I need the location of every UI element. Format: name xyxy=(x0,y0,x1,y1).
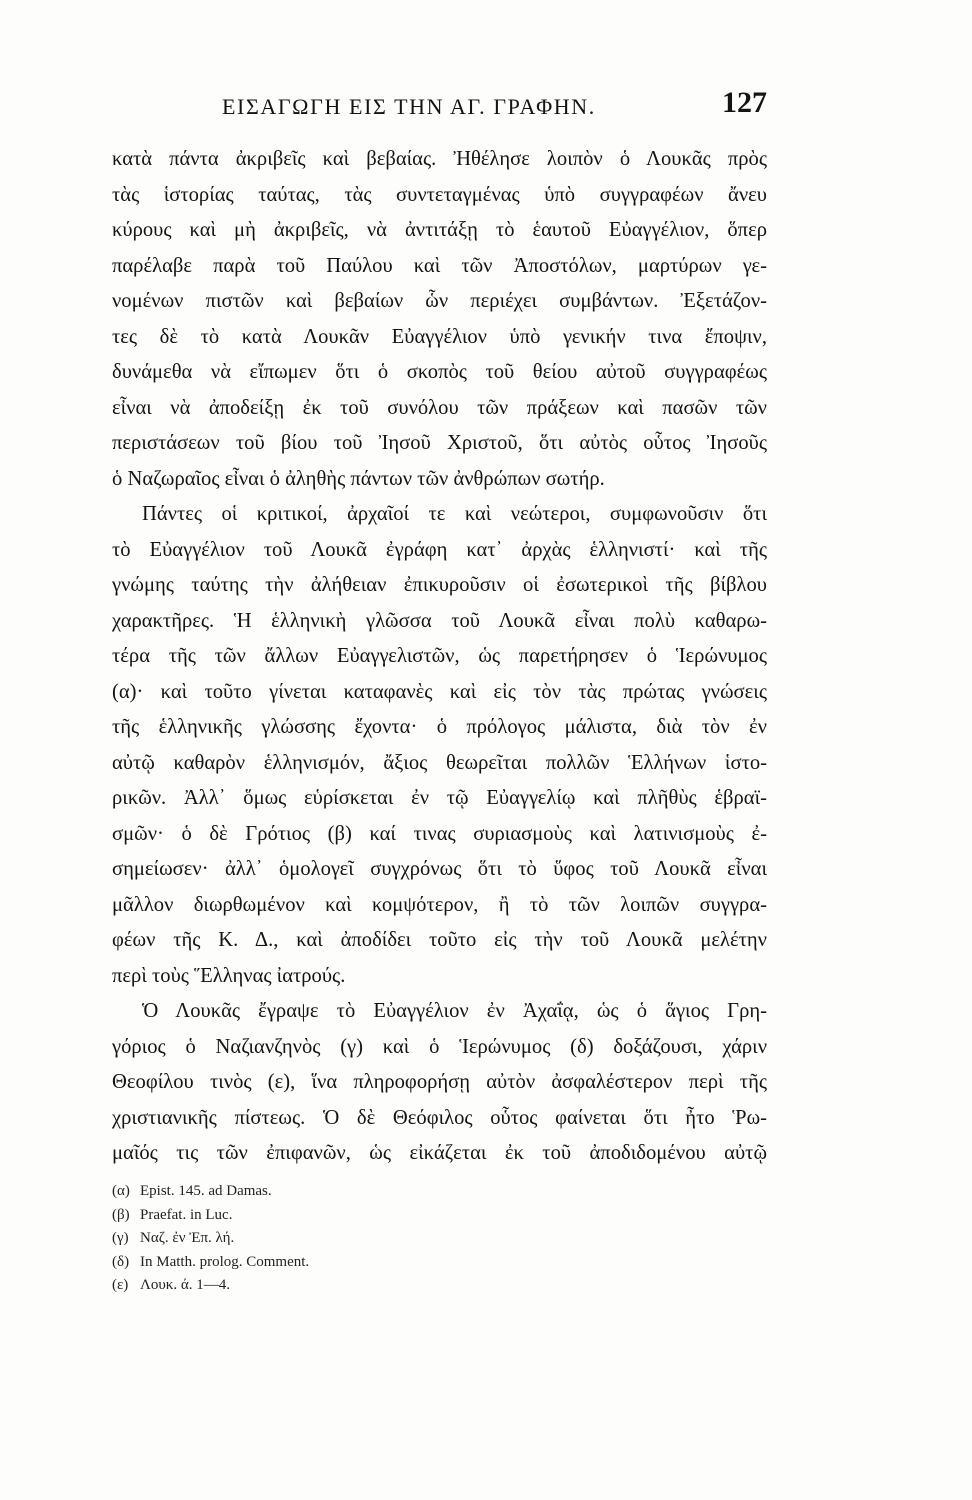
text-line: αὐτῷ καθαρὸν ἑλληνισμόν, ἄξιος θεωρεῖται πολλῶν Ἑλλήνων ἱστο- xyxy=(112,751,767,774)
text-line: χαρακτῆρες. Ἡ ἑλληνικὴ γλῶσσα τοῦ Λουκᾶ εἶναι πολὺ καθαρω- xyxy=(112,609,767,632)
running-header xyxy=(222,86,767,132)
paragraph-start-line: Πάντες οἱ κριτικοί, ἀρχαῖοί τε καὶ νεώτεροι, συμφωνοῦσιν ὅτι xyxy=(142,503,767,525)
text-line: γόριος ὁ Ναζιανζηνὸς (γ) καὶ ὁ Ἱερώνυμος (δ) δοξάζουσι, χάριν xyxy=(112,1035,767,1058)
footnote-text: Epist. 145. ad Damas. xyxy=(140,1183,272,1199)
footnote xyxy=(112,1180,532,1204)
text-line: τέρα τῆς τῶν ἄλλων Εὐαγγελιστῶν, ὡς παρετήρησεν ὁ Ἱερώνυμος xyxy=(112,645,767,667)
text-line: τῆς ἑλληνικῆς γλώσσης ἔχοντα· ὁ πρόλογος μάλιστα, διὰ τὸν ἐν xyxy=(112,716,767,738)
text-line: νομένων πιστῶν καὶ βεβαίων ὧν περιέχει συμβάντων. Ἐξετάζον- xyxy=(112,290,767,312)
text-line: περιστάσεων τοῦ βίου τοῦ Ἰησοῦ Χριστοῦ, ὅτι αὐτὸς οὗτος Ἰησοῦς xyxy=(112,432,767,454)
paragraph-end-line: ὁ Ναζωραῖος εἶναι ὁ ἀληθὴς πάντων τῶν ἀνθρώπων σωτήρ. xyxy=(112,467,605,490)
text-line: κύρους καὶ μὴ ἀκριβεῖς, νὰ ἀντιτάξῃ τὸ ἑαυτοῦ Εὐαγγέλιον, ὅπερ xyxy=(112,219,767,241)
text-line: ρικῶν. Ἀλλ᾽ ὅμως εὑρίσκεται ἐν τῷ Εὐαγγελίῳ καὶ πλῆθὺς ἑβραϊ- xyxy=(112,787,767,809)
text-line: κατὰ πάντα ἀκριβεῖς καὶ βεβαίας. Ἠθέλησε λοιπὸν ὁ Λουκᾶς πρὸς xyxy=(112,148,767,170)
text-line: μαῖός τις τῶν ἐπιφανῶν, ὡς εἰκάζεται ἐκ τοῦ ἀποδιδομένου αὐτῷ xyxy=(112,1142,767,1164)
footnote xyxy=(112,1251,532,1275)
text-line: (α)· καὶ τοῦτο γίνεται καταφανὲς καὶ εἰς τὸν τὰς πρώτας γνώσεις xyxy=(112,680,767,703)
text-line: εἶναι νὰ ἀποδείξῃ ἐκ τοῦ συνόλου τῶν πράξεων καὶ πασῶν τῶν xyxy=(112,396,767,419)
body-text xyxy=(112,142,767,1172)
footnote-text: Λουκ. ά. 1—4. xyxy=(140,1277,230,1293)
text-line: τὸ Εὐαγγέλιον τοῦ Λουκᾶ ἐγράφη κατ᾽ ἀρχὰς ἑλληνιστί· καὶ τῆς xyxy=(112,538,767,561)
footnote-mark: (ε) xyxy=(112,1277,129,1293)
footnote-mark: (δ) xyxy=(112,1253,130,1270)
text-line: φέων τῆς Κ. Δ., καὶ ἀποδίδει τοῦτο εἰς τὴν τοῦ Λουκᾶ μελέτην xyxy=(112,929,767,951)
text-line: μᾶλλον διωρθωμένον καὶ κομψότερον, ἢ τὸ τῶν λοιπῶν συγγρα- xyxy=(112,893,767,916)
footnote-mark: (α) xyxy=(112,1183,130,1199)
page-number: 127 xyxy=(722,86,767,119)
text-line: γνώμης ταύτης τὴν ἀλήθειαν ἐπικυροῦσιν οἱ ἐσωτερικοὶ τῆς βίβλου xyxy=(112,574,767,596)
footnote-text: Praefat. in Luc. xyxy=(140,1206,233,1223)
text-line: τὰς ἱστορίας ταύτας, τὰς συντεταγμένας ὑπὸ συγγραφέων ἄνευ xyxy=(112,183,767,206)
footnote xyxy=(112,1227,532,1251)
text-line: χριστιανικῆς πίστεως. Ὁ δὲ Θεόφιλος οὗτος φαίνεται ὅτι ἦτο Ῥω- xyxy=(112,1106,767,1129)
footnote-mark: (β) xyxy=(112,1206,130,1223)
paragraph-end-line: περὶ τοὺς Ἕλληνας ἰατρούς. xyxy=(112,964,346,987)
paragraph-start-line: Ὁ Λουκᾶς ἔγραψε τὸ Εὐαγγέλιον ἐν Ἀχαΐᾳ, ὡς ὁ ἅγιος Γρη- xyxy=(142,1000,767,1022)
running-title: ΕΙΣΑΓΩΓΗ ΕΙΣ ΤΗΝ ΑΓ. ΓΡΑΦΗΝ. xyxy=(222,94,596,119)
footnote-mark: (γ) xyxy=(112,1230,129,1246)
text-line: σημείωσεν· ἀλλ᾽ ὁμολογεῖ συγχρόνως ὅτι τὸ ὕφος τοῦ Λουκᾶ εἶναι xyxy=(112,858,767,880)
text-line: τες δὲ τὸ κατὰ Λουκᾶν Εὐαγγέλιον ὑπὸ γενικήν τινα ἔποψιν, xyxy=(112,325,767,348)
text-line: Θεοφίλου τινὸς (ε), ἵνα πληροφορήσῃ αὐτὸν ἀσφαλέστερον περὶ τῆς xyxy=(112,1071,767,1093)
footnote-text: In Matth. prolog. Comment. xyxy=(140,1253,310,1270)
text-line: δυνάμεθα νὰ εἴπωμεν ὅτι ὁ σκοπὸς τοῦ θείου αὐτοῦ συγγραφέως xyxy=(112,361,767,383)
footnotes xyxy=(112,1180,532,1298)
text-line: παρέλαβε παρὰ τοῦ Παύλου καὶ τῶν Ἀποστόλων, μαρτύρων γε- xyxy=(112,254,767,277)
text-line: σμῶν· ὁ δὲ Γρότιος (β) καί τινας συριασμοὺς καὶ λατινισμοὺς ἐ- xyxy=(112,822,767,845)
footnote-text: Ναζ. ἐν Ἐπ. λή. xyxy=(140,1230,235,1246)
footnote xyxy=(112,1274,532,1298)
footnote xyxy=(112,1204,532,1228)
